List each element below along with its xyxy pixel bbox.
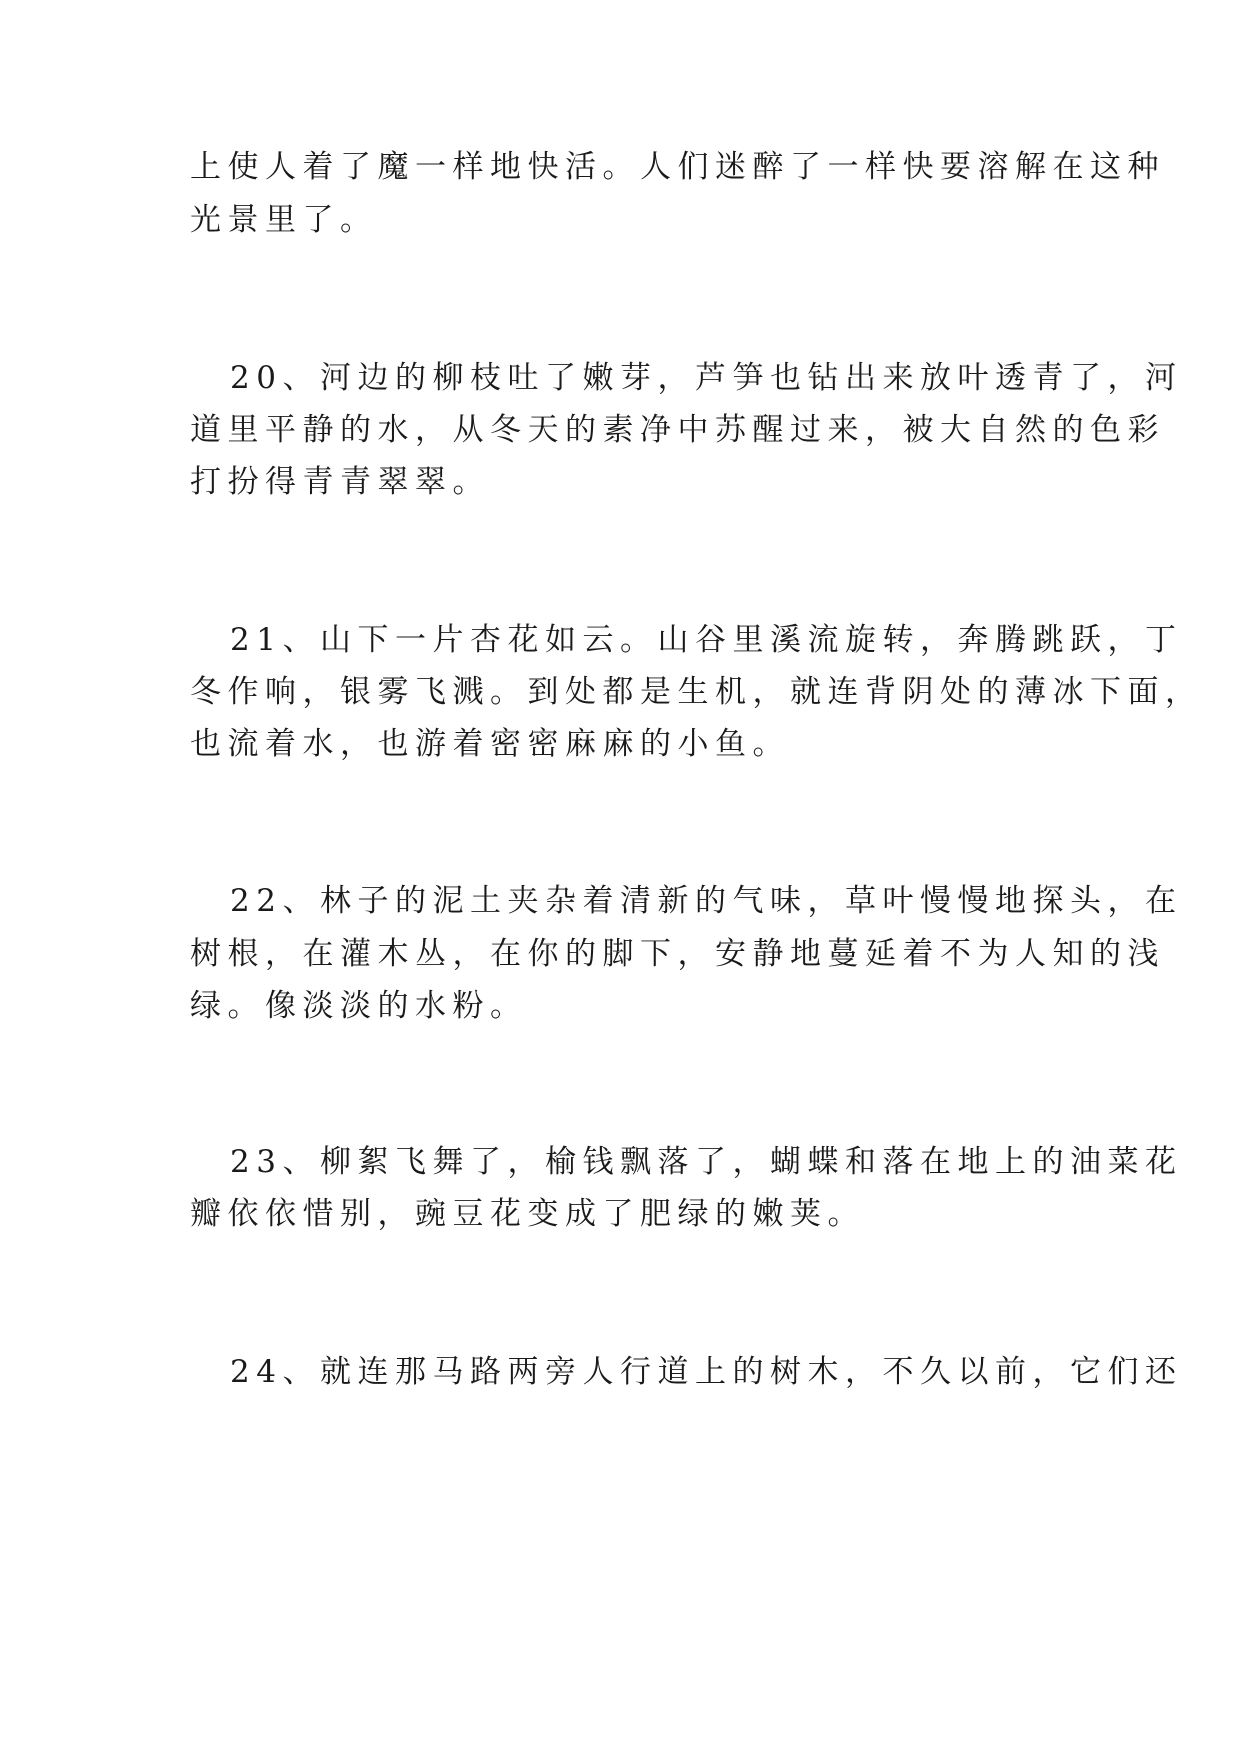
paragraph-line: 23、柳絮飞舞了，榆钱飘落了，蝴蝶和落在地上的油菜花 [230,1144,1183,1180]
paragraph-line: 光景里了。 [190,202,378,238]
paragraph-line: 20、河边的柳枝吐了嫩芽，芦笋也钻出来放叶透青了，河 [230,360,1183,396]
paragraph-line: 冬作响，银雾飞溅。到处都是生机，就连背阴处的薄冰下面， [190,674,1203,710]
paragraph-line: 瓣依依惜别，豌豆花变成了肥绿的嫩荚。 [190,1196,865,1232]
paragraph-line: 也流着水，也游着密密麻麻的小鱼。 [190,726,790,762]
paragraph-line: 道里平静的水，从冬天的素净中苏醒过来，被大自然的色彩 [190,412,1165,448]
paragraph-line: 绿。像淡淡的水粉。 [190,988,528,1024]
paragraph-line: 打扮得青青翠翠。 [190,464,490,500]
paragraph-line: 24、就连那马路两旁人行道上的树木，不久以前，它们还 [230,1354,1183,1390]
paragraph-line: 树根，在灌木丛，在你的脚下，安静地蔓延着不为人知的浅 [190,936,1165,972]
paragraph-line: 22、林子的泥土夹杂着清新的气味，草叶慢慢地探头，在 [230,883,1183,919]
paragraph-line: 上使人着了魔一样地快活。人们迷醉了一样快要溶解在这种 [190,149,1165,185]
paragraph-line: 21、山下一片杏花如云。山谷里溪流旋转，奔腾跳跃，丁 [230,622,1183,658]
